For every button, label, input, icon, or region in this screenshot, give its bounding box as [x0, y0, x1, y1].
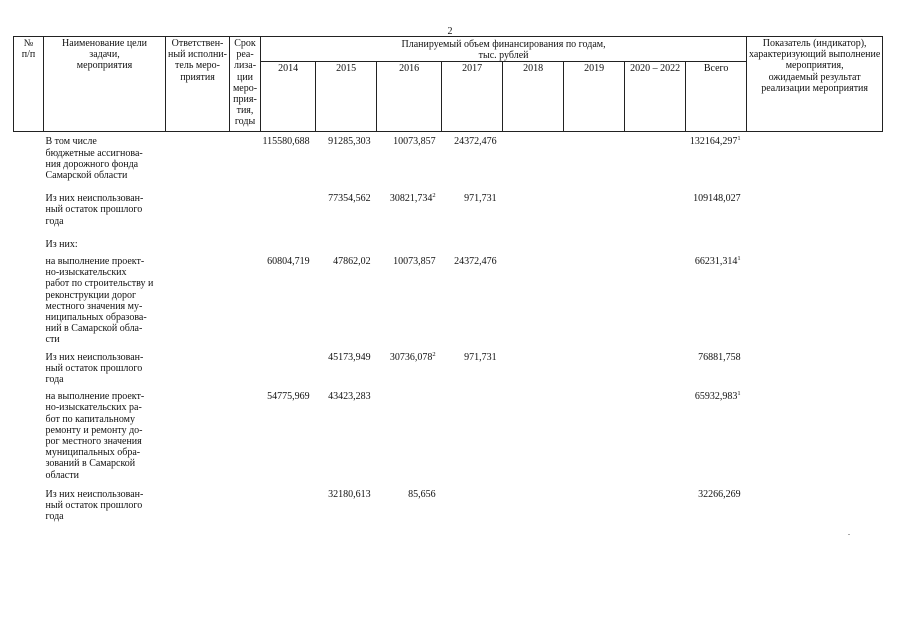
- value-2020-2022: [625, 183, 686, 229]
- value-2018: [503, 387, 564, 483]
- row-number-cell: [14, 252, 44, 348]
- value-2020-2022: [625, 348, 686, 388]
- value-text: 132164,297: [689, 136, 738, 148]
- value-2016: [377, 183, 442, 229]
- value-total: [686, 252, 747, 348]
- row-responsible-cell: [166, 483, 230, 525]
- table-row: [14, 252, 883, 348]
- row-name: Из них неиспользован- ный остаток прошлого года: [45, 193, 144, 227]
- value-text: 54775,969: [267, 391, 310, 403]
- value-2017: [442, 229, 503, 252]
- row-number-cell: [14, 132, 44, 183]
- header-year-2018: 2018: [503, 62, 564, 132]
- value-2014: [261, 183, 316, 229]
- value-text: 91285,303: [328, 136, 371, 148]
- value-text: 77354,562: [328, 193, 371, 205]
- row-indicator-cell: [747, 483, 883, 525]
- page-number: 2: [447, 26, 453, 37]
- table-header: [14, 37, 883, 132]
- value-2016: [377, 348, 442, 388]
- value-total: [686, 483, 747, 525]
- value-2014: [261, 252, 316, 348]
- value-2016: [377, 252, 442, 348]
- footnote-mark: 1: [737, 255, 741, 263]
- value-text: 109148,027: [693, 193, 741, 205]
- row-responsible-cell: [166, 348, 230, 388]
- header-year-2014: 2014: [261, 62, 316, 132]
- value-2015: [316, 348, 377, 388]
- table-body: [14, 132, 883, 525]
- row-indicator-cell: [747, 183, 883, 229]
- value-text: 65932,983: [694, 391, 738, 403]
- value-text: 115580,688: [262, 136, 310, 148]
- value-text: 10073,857: [393, 256, 436, 268]
- header-responsible: Ответствен- ный исполни- тель меро- приятия: [166, 37, 230, 132]
- value-2015: [316, 183, 377, 229]
- row-number-cell: [14, 387, 44, 483]
- value-total: [686, 183, 747, 229]
- value-2020-2022: [625, 483, 686, 525]
- header-year-2017: 2017: [442, 62, 503, 132]
- value-text: 45173,949: [328, 351, 371, 363]
- value-2019: [564, 387, 625, 483]
- table-row: [14, 132, 883, 183]
- value-text: 24372,476: [454, 256, 497, 268]
- value-2019: [564, 132, 625, 183]
- value-text: 76881,758: [698, 351, 741, 363]
- row-name: на выполнение проект- но-изыскательских ра- бот по капитальному ремонту и ремонту до- рог местного значения муниципальных обра- зований в Самарской области: [45, 391, 145, 481]
- value-total: [686, 348, 747, 388]
- value-text: 60804,719: [267, 256, 310, 268]
- footnote-mark: 2: [432, 192, 436, 200]
- value-text: 32266,269: [698, 488, 741, 500]
- value-text: 971,731: [464, 193, 497, 205]
- row-indicator-cell: [747, 348, 883, 388]
- value-2015: [316, 229, 377, 252]
- row-indicator-cell: [747, 229, 883, 252]
- value-2019: [564, 348, 625, 388]
- value-2018: [503, 348, 564, 388]
- row-number-cell: [14, 348, 44, 388]
- header-year-2016: 2016: [377, 62, 442, 132]
- row-responsible-cell: [166, 387, 230, 483]
- header-year-2015: 2015: [316, 62, 377, 132]
- value-text: 30821,734: [389, 193, 433, 205]
- table-row: [14, 183, 883, 229]
- value-text: 30736,078: [389, 351, 433, 363]
- value-text: 85,656: [408, 488, 436, 500]
- funding-table: [13, 36, 883, 525]
- value-2014: [261, 483, 316, 525]
- value-total: [686, 229, 747, 252]
- row-indicator-cell: [747, 387, 883, 483]
- value-2017: [442, 483, 503, 525]
- value-2019: [564, 183, 625, 229]
- trailing-mark: .: [848, 528, 850, 537]
- row-indicator-cell: [747, 132, 883, 183]
- footnote-mark: 1: [737, 135, 741, 143]
- row-number-cell: [14, 229, 44, 252]
- table-row: [14, 348, 883, 388]
- header-funding-group: Планируемый объем финансирования по годам, тыс. рублей: [261, 37, 747, 62]
- value-2017: [442, 252, 503, 348]
- value-2016: [377, 483, 442, 525]
- value-text: 24372,476: [454, 136, 497, 148]
- value-2018: [503, 132, 564, 183]
- footnote-mark: 1: [737, 390, 741, 398]
- value-text: 971,731: [464, 351, 497, 363]
- row-term-cell: [230, 348, 261, 388]
- header-year-2019: 2019: [564, 62, 625, 132]
- table-row: [14, 483, 883, 525]
- row-responsible-cell: [166, 132, 230, 183]
- row-indicator-cell: [747, 252, 883, 348]
- row-number-cell: [14, 483, 44, 525]
- table-row: [14, 387, 883, 483]
- value-2019: [564, 252, 625, 348]
- row-responsible-cell: [166, 229, 230, 252]
- row-name: В том числе бюджетные ассигнова- ния дорожного фонда Самарской области: [45, 136, 143, 182]
- row-term-cell: [230, 132, 261, 183]
- value-2020-2022: [625, 132, 686, 183]
- value-text: 43423,283: [328, 391, 371, 403]
- row-term-cell: [230, 229, 261, 252]
- header-indicator: Показатель (индикатор), характеризующий выполнение мероприятия, ожидаемый результат реализации мероприятия: [747, 37, 883, 132]
- row-number-cell: [14, 183, 44, 229]
- value-2020-2022: [625, 229, 686, 252]
- value-2014: [261, 229, 316, 252]
- row-name: на выполнение проект- но-изыскательских работ по строительству и реконструкции дорог местного значения му- ниципальных образова- ний в Самарской обла- сти: [45, 256, 154, 346]
- value-2017: [442, 387, 503, 483]
- value-2014: [261, 132, 316, 183]
- row-term-cell: [230, 252, 261, 348]
- value-2018: [503, 229, 564, 252]
- value-2016: [377, 132, 442, 183]
- row-responsible-cell: [166, 183, 230, 229]
- value-2018: [503, 183, 564, 229]
- row-term-cell: [230, 183, 261, 229]
- header-row-number: № п/п: [14, 37, 44, 132]
- row-name: Из них:: [45, 238, 78, 250]
- footnote-mark: 2: [432, 350, 436, 358]
- value-2018: [503, 483, 564, 525]
- row-responsible-cell: [166, 252, 230, 348]
- value-2017: [442, 183, 503, 229]
- value-2020-2022: [625, 252, 686, 348]
- value-2018: [503, 252, 564, 348]
- value-2015: [316, 132, 377, 183]
- value-2015: [316, 387, 377, 483]
- header-term: Срок реа- лиза- ции меро- прия- тия, годы: [230, 37, 261, 132]
- value-total: [686, 387, 747, 483]
- header-year-2020-2022: 2020 – 2022: [625, 62, 686, 132]
- value-2020-2022: [625, 387, 686, 483]
- value-2017: [442, 132, 503, 183]
- value-2015: [316, 483, 377, 525]
- value-text: 10073,857: [393, 136, 436, 148]
- row-term-cell: [230, 483, 261, 525]
- row-name: Из них неиспользован- ный остаток прошлого года: [45, 351, 144, 386]
- value-2014: [261, 387, 316, 483]
- value-text: 47862,02: [333, 256, 371, 268]
- value-2014: [261, 348, 316, 388]
- value-total: [686, 132, 747, 183]
- value-2016: [377, 229, 442, 252]
- value-2019: [564, 229, 625, 252]
- value-2019: [564, 483, 625, 525]
- value-2017: [442, 348, 503, 388]
- header-total: Всего: [686, 62, 747, 132]
- value-2016: [377, 387, 442, 483]
- value-text: 66231,314: [694, 256, 738, 268]
- row-name: Из них неиспользован- ный остаток прошлого года: [45, 488, 144, 523]
- header-measure-name: Наименование цели задачи, мероприятия: [44, 37, 166, 132]
- value-2015: [316, 252, 377, 348]
- table-row: [14, 229, 883, 252]
- value-text: 32180,613: [328, 488, 371, 500]
- row-term-cell: [230, 387, 261, 483]
